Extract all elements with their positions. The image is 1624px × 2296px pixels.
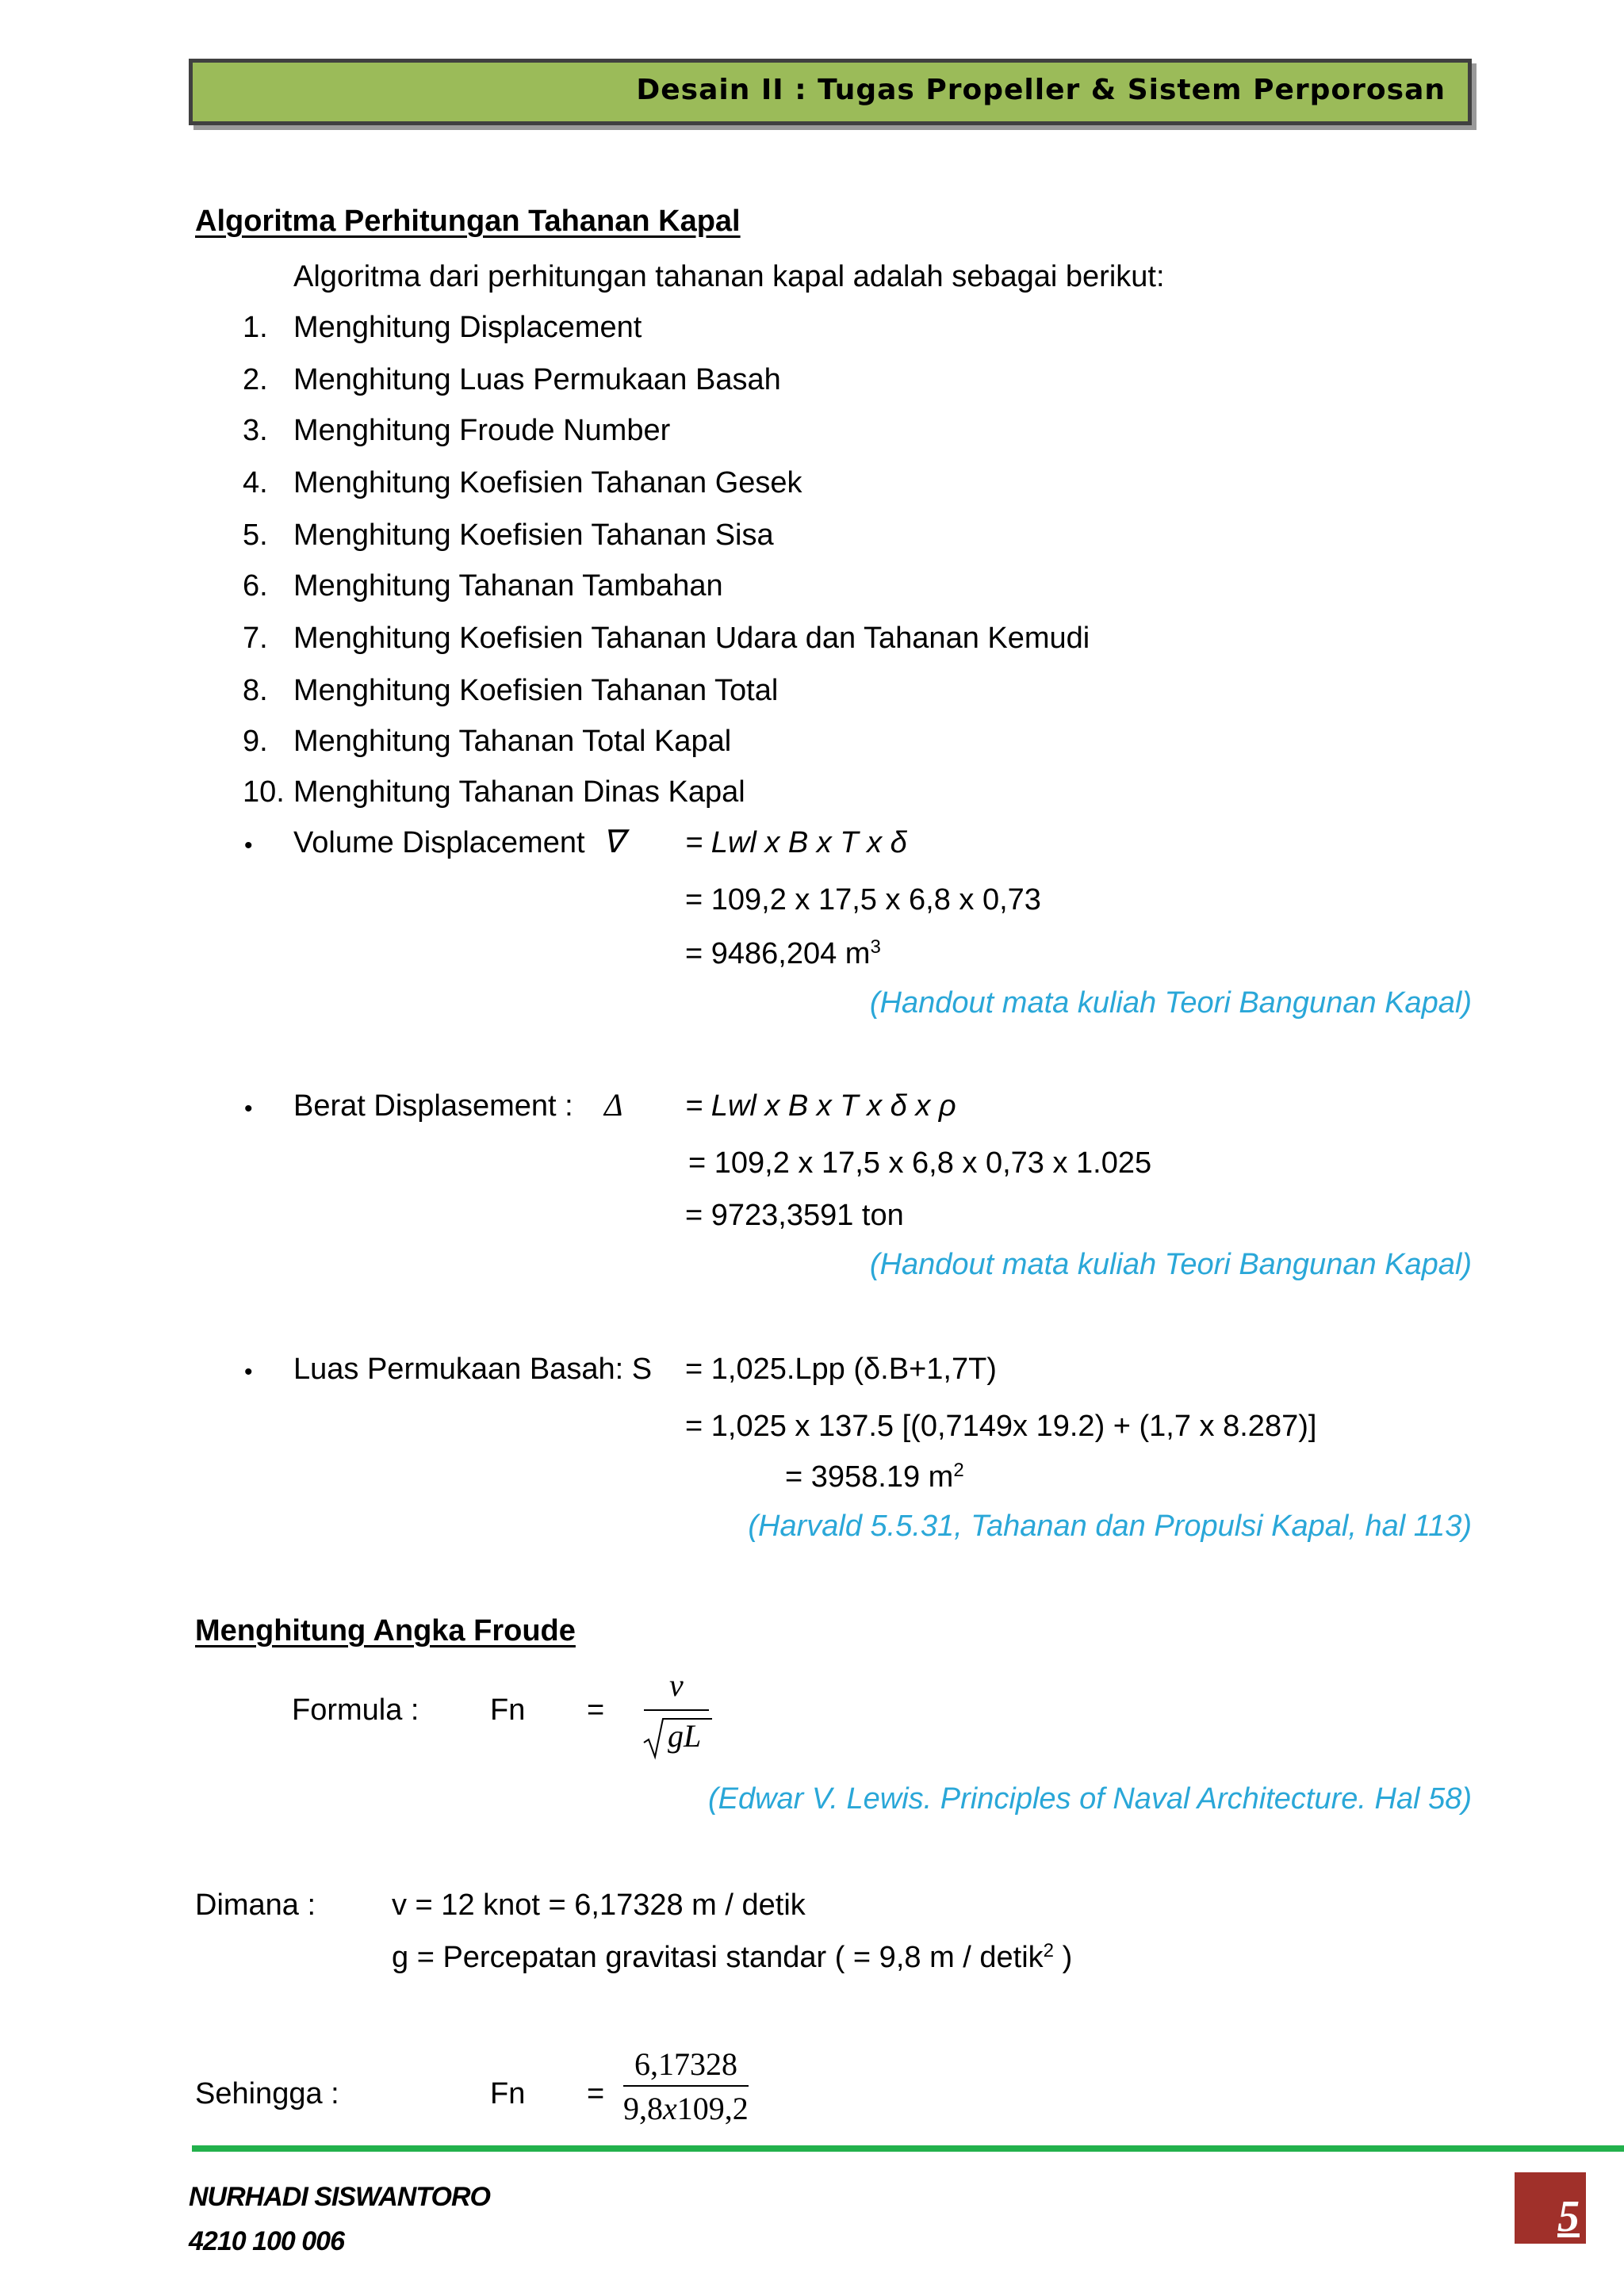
header-title: Desain II : Tugas Propeller & Sistem Perporosan — [636, 74, 1446, 106]
section-title-algoritma: Algoritma Perhitungan Tahanan Kapal — [195, 205, 741, 238]
step-text: Menghitung Koefisien Tahanan Udara dan Tahanan Kemudi — [293, 622, 1090, 655]
step-number: 2. — [243, 363, 268, 396]
luas-line3: = 3958.19 $m^2$ — [785, 1460, 964, 1494]
froude-citation: (Edwar V. Lewis. Principles of Naval Architecture. Hal 58) — [707, 1782, 1472, 1816]
step-text: Menghitung Koefisien Tahanan Total — [293, 674, 779, 707]
bullet-berat: • — [244, 1096, 253, 1122]
berat-formula: = Lwl x B x T x δ x ρ — [685, 1089, 956, 1123]
page-number-box — [1515, 2172, 1586, 2244]
equals-sign: = — [587, 1693, 605, 1727]
fn-label: Fn — [490, 1693, 526, 1727]
delta-symbol: Δ — [604, 1087, 623, 1123]
fraction-bar — [644, 1709, 709, 1711]
luas-formula: = 1,025.Lpp (δ.B+1,7T) — [685, 1353, 997, 1386]
step-number: 3. — [243, 414, 268, 447]
step-number: 1. — [243, 311, 268, 344]
sehingga-label: Sehingga : — [195, 2077, 339, 2110]
step-number: 10. — [243, 775, 285, 809]
dimana-label: Dimana : — [195, 1888, 316, 1922]
v-definition: v = 12 knot = 6,17328 m / detik — [392, 1888, 806, 1922]
section-title-froude: Menghitung Angka Froude — [195, 1614, 576, 1647]
step-number: 5. — [243, 519, 268, 552]
step-number: 6. — [243, 569, 268, 603]
nabla-symbol: ∇ — [603, 824, 624, 859]
bullet-luas: • — [244, 1359, 253, 1385]
step-text: Menghitung Tahanan Tambahan — [293, 569, 723, 603]
step-text: Menghitung Koefisien Tahanan Gesek — [293, 466, 802, 499]
step-text: Menghitung Koefisien Tahanan Sisa — [293, 519, 774, 552]
berat-line2: = 109,2 x 17,5 x 6,8 x 0,73 x 1.025 — [688, 1146, 1152, 1180]
step-text: Menghitung Tahanan Dinas Kapal — [293, 775, 745, 809]
step-text: Menghitung Luas Permukaan Basah — [293, 363, 781, 396]
step-text: Menghitung Froude Number — [293, 414, 671, 447]
berat-citation: (Handout mata kuliah Teori Bangunan Kapal) — [869, 1248, 1472, 1281]
bullet-volume: • — [244, 832, 253, 859]
luas-line2: = 1,025 x 137.5 [(0,7149x 19.2) + (1,7 x 8.287)] — [685, 1410, 1317, 1443]
volume-line3: = 9486,204 $m^3$ — [685, 936, 881, 970]
fraction-bar-2 — [623, 2085, 749, 2087]
author-id: 4210 100 006 — [189, 2226, 344, 2256]
page-number: 5 — [1557, 2192, 1580, 2241]
step-number: 8. — [243, 674, 268, 707]
step-number: 4. — [243, 466, 268, 499]
fraction-denominator-gl: gL — [668, 1718, 702, 1754]
author-name: NURHADI SISWANTORO — [189, 2182, 490, 2212]
berat-label: Berat Displasement : — [293, 1089, 573, 1123]
berat-line3: = 9723,3591 ton — [685, 1199, 904, 1232]
step-text: Menghitung Tahanan Total Kapal — [293, 725, 732, 758]
footer-divider — [192, 2145, 1624, 2152]
step-text: Menghitung Displacement — [293, 311, 642, 344]
header-banner — [189, 59, 1472, 125]
g-definition: g = Percepatan gravitasi standar ( = 9,8 m / detik$^2$ ) — [392, 1940, 1073, 1974]
formula-label: Formula : — [292, 1693, 419, 1727]
volume-formula: = Lwl x B x T x δ — [685, 826, 907, 859]
fn-label-2: Fn — [490, 2077, 526, 2110]
fraction-numerator-value: 6,17328 — [634, 2046, 737, 2082]
step-number: 9. — [243, 725, 268, 758]
volume-citation: (Handout mata kuliah Teori Bangunan Kapal) — [869, 986, 1472, 1020]
fraction-numerator-v: v — [669, 1667, 684, 1703]
luas-citation: (Harvald 5.5.31, Tahanan dan Propulsi Kapal, hal 113) — [748, 1510, 1472, 1543]
volume-label: Volume Displacement — [293, 826, 585, 859]
equals-sign-2: = — [587, 2077, 605, 2110]
step-number: 7. — [243, 622, 268, 655]
volume-line2: = 109,2 x 17,5 x 6,8 x 0,73 — [685, 883, 1041, 916]
fraction-denominator-value: 9,8x109,2 — [623, 2091, 749, 2126]
intro-text: Algoritma dari perhitungan tahanan kapal adalah sebagai berikut: — [293, 260, 1165, 293]
luas-label: Luas Permukaan Basah: S — [293, 1353, 653, 1386]
